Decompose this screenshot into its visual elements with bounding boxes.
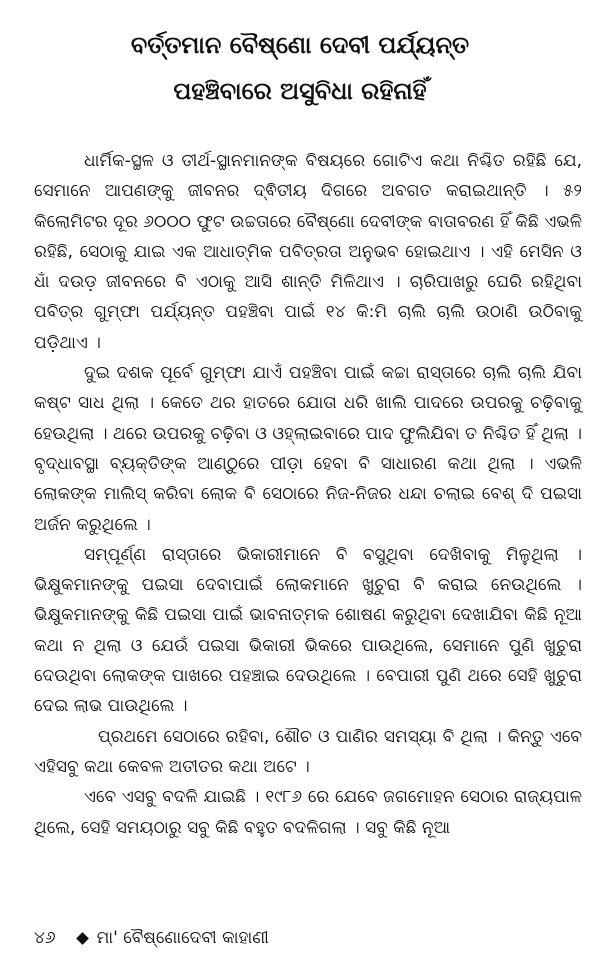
paragraph-2: ଦୁଇ ଦଶକ ପୂର୍ବେ ଗୁମ୍ଫା ଯାଏଁ ପହଞ୍ଚିବା ପାଇଁ କଚ୍ଚା ରାସ୍ତାରେ ଚାଲି ଚାଲି ଯିବା କଷ୍ଟ ସାଧ ଥିଲା । କେତେ ଥର ହାତରେ ଯୋତା ଧରି ଖାଲି ପାଦରେ ଉପରକୁ ଚଢ଼ିବାକୁ ହେଉଥିଲା । ଥରେ ଉପରକୁ ଚଢ଼ିବା ଓ ଓହ୍ଲାଇବାରେ ପାଦ ଫୁଲିଯିବା ତ ନିଶ୍ଚିତ ହିଁ ଥିଲା । ବୃଦ୍ଧାବସ୍ଥା ବ୍ୟକ୍ତିଙ୍କ ଆଣ୍ଠୁରେ ପୀଡ଼ା ହେବା ବି ସାଧାରଣ କଥା ଥିଲା । ଏଭଳି ଲୋକଙ୍କ ମାଲିସ୍ କରିବା ଲୋକ ବି ସେଠାରେ ନିଜ-ନିଜର ଧନ୍ଦା ଚଲାଇ ବେଶ୍ ଦି ପଇସା ଅର୍ଜନ କରୁଥିଲେ ।	[34, 363, 582, 535]
paragraph-5: ଏବେ ଏସବୁ ବଦଳି ଯାଇଛି । ୧୯୮୬ ରେ ଯେବେ ଜଗମୋହନ ସେଠାର ରାଜ୍ୟପାଳ ଥିଲେ, ସେହି ସମୟଠାରୁ ସବୁ କିଛି ବହୁତ ବଦଳିଗଲା । ସବୁ କିଛି ନୂଆ	[34, 787, 582, 838]
book-title: ମା' ବୈଷ୍ଣୋଦେବୀ କାହାଣୀ	[96, 928, 269, 948]
diamond-icon	[76, 932, 89, 945]
chapter-title-line-1: ବର୍ତ୍ତମାନ ବୈଷ୍ଣୋ ଦେବୀ ପର୍ଯ୍ୟନ୍ତ	[130, 31, 470, 59]
paragraph-1: ଧାର୍ମିକ-ସ୍ଥଳ ଓ ତୀର୍ଥ-ସ୍ଥାନମାନଙ୍କ ବିଷୟରେ ଗୋଟିଏ କଥା ନିଶ୍ଚିତ ରହିଛି ଯେ, ସେମାନେ ଆପଣଙ୍କୁ ଜୀବନର ଦ୍ଵିତୀୟ ଦିଗରେ ଅବଗତ କରାଇଥାନ୍ତି । ୫୨ କିଲୋମିଟର ଦୂର ୬୦୦୦ ଫୁଟ ଉଚ୍ଚତାରେ ବୈଷ୍ଣୋ ଦେବୀଙ୍କ ବାତାବରଣ ହିଁ କିଛି ଏଭଳି ରହିଛି, ସେଠାକୁ ଯାଇ ଏକ ଆଧାତ୍ମିକ ପବିତ୍ରତା ଅନୁଭବ ହୋଇଥାଏ । ଏହି ମେସିନ ଓ ଧାଁ ଦଉଡ଼ ଜୀବନରେ ବି ଏଠାକୁ ଆସି ଶାନ୍ତି ମିଳିଥାଏ । ଚାରିପାଖରୁ ଘେରି ରହିଥିବା ପବିତ୍ର ଗୁମ୍ଫା ପର୍ଯ୍ୟନ୍ତ ପହଞ୍ଚିବା ପାଇଁ ୧୪ କି:ମି ଚାଲି ଚାଲି ଉଠାଣି ଉଠିବାକୁ ପଡ଼ିଥାଏ ।	[34, 151, 582, 353]
paragraph-3: ସମ୍ପୂର୍ଣ୍ଣ ରାସ୍ତାରେ ଭିକାରୀମାନେ ବି ବସୁଥିବା ଦେଖିବାକୁ ମିଳୁଥିଲା । ଭିକ୍ଷୁକମାନଙ୍କୁ ପଇସା ଦେବାପାଇଁ ଲୋକମାନେ ଖୁଚୁରା ବି କରାଇ ନେଉଥିଲେ । ଭିକ୍ଷୁକମାନଙ୍କୁ କିଛି ପଇସା ପାଇଁ ଭାବନାତ୍ମକ ଶୋଷଣ କରୁଥିବା ଦେଖାଯିବା କିଛି ନୂଆ କଥା ନ ଥିଲା ଓ ଯେଉଁ ପଇସା ଭିକାରୀ ଭିକରେ ପାଉଥିଲେ, ସେମାନେ ପୁଣି ଖୁଚୁରା ଦେଉଥିବା ଲୋକଙ୍କ ପାଖରେ ପହଞ୍ଚାଇ ଦେଉଥିଲେ । ବେପାରୀ ପୁଣି ଥରେ ସେହି ଖୁଚୁରା ଦେଇ ଲାଭ ପାଉଥିଲେ ।	[34, 544, 582, 717]
chapter-body	[34, 146, 582, 843]
chapter-title-line-2: ପହଞ୍ଚିବାରେ ଅସୁବିଧା ରହିନାହିଁ	[173, 77, 427, 105]
page-footer	[34, 924, 269, 952]
page-number: ୪୬	[34, 928, 56, 948]
paragraph-4: ପ୍ରଥମେ ସେଠାରେ ରହିବା, ଶୌଚ ଓ ପାଣିର ସମସ୍ୟା ବି ଥିଲା । କିନ୍ତୁ ଏବେ ଏହିସବୁ କଥା କେବଳ ଅତୀତର କଥା ଅଟେ ।	[34, 726, 582, 777]
